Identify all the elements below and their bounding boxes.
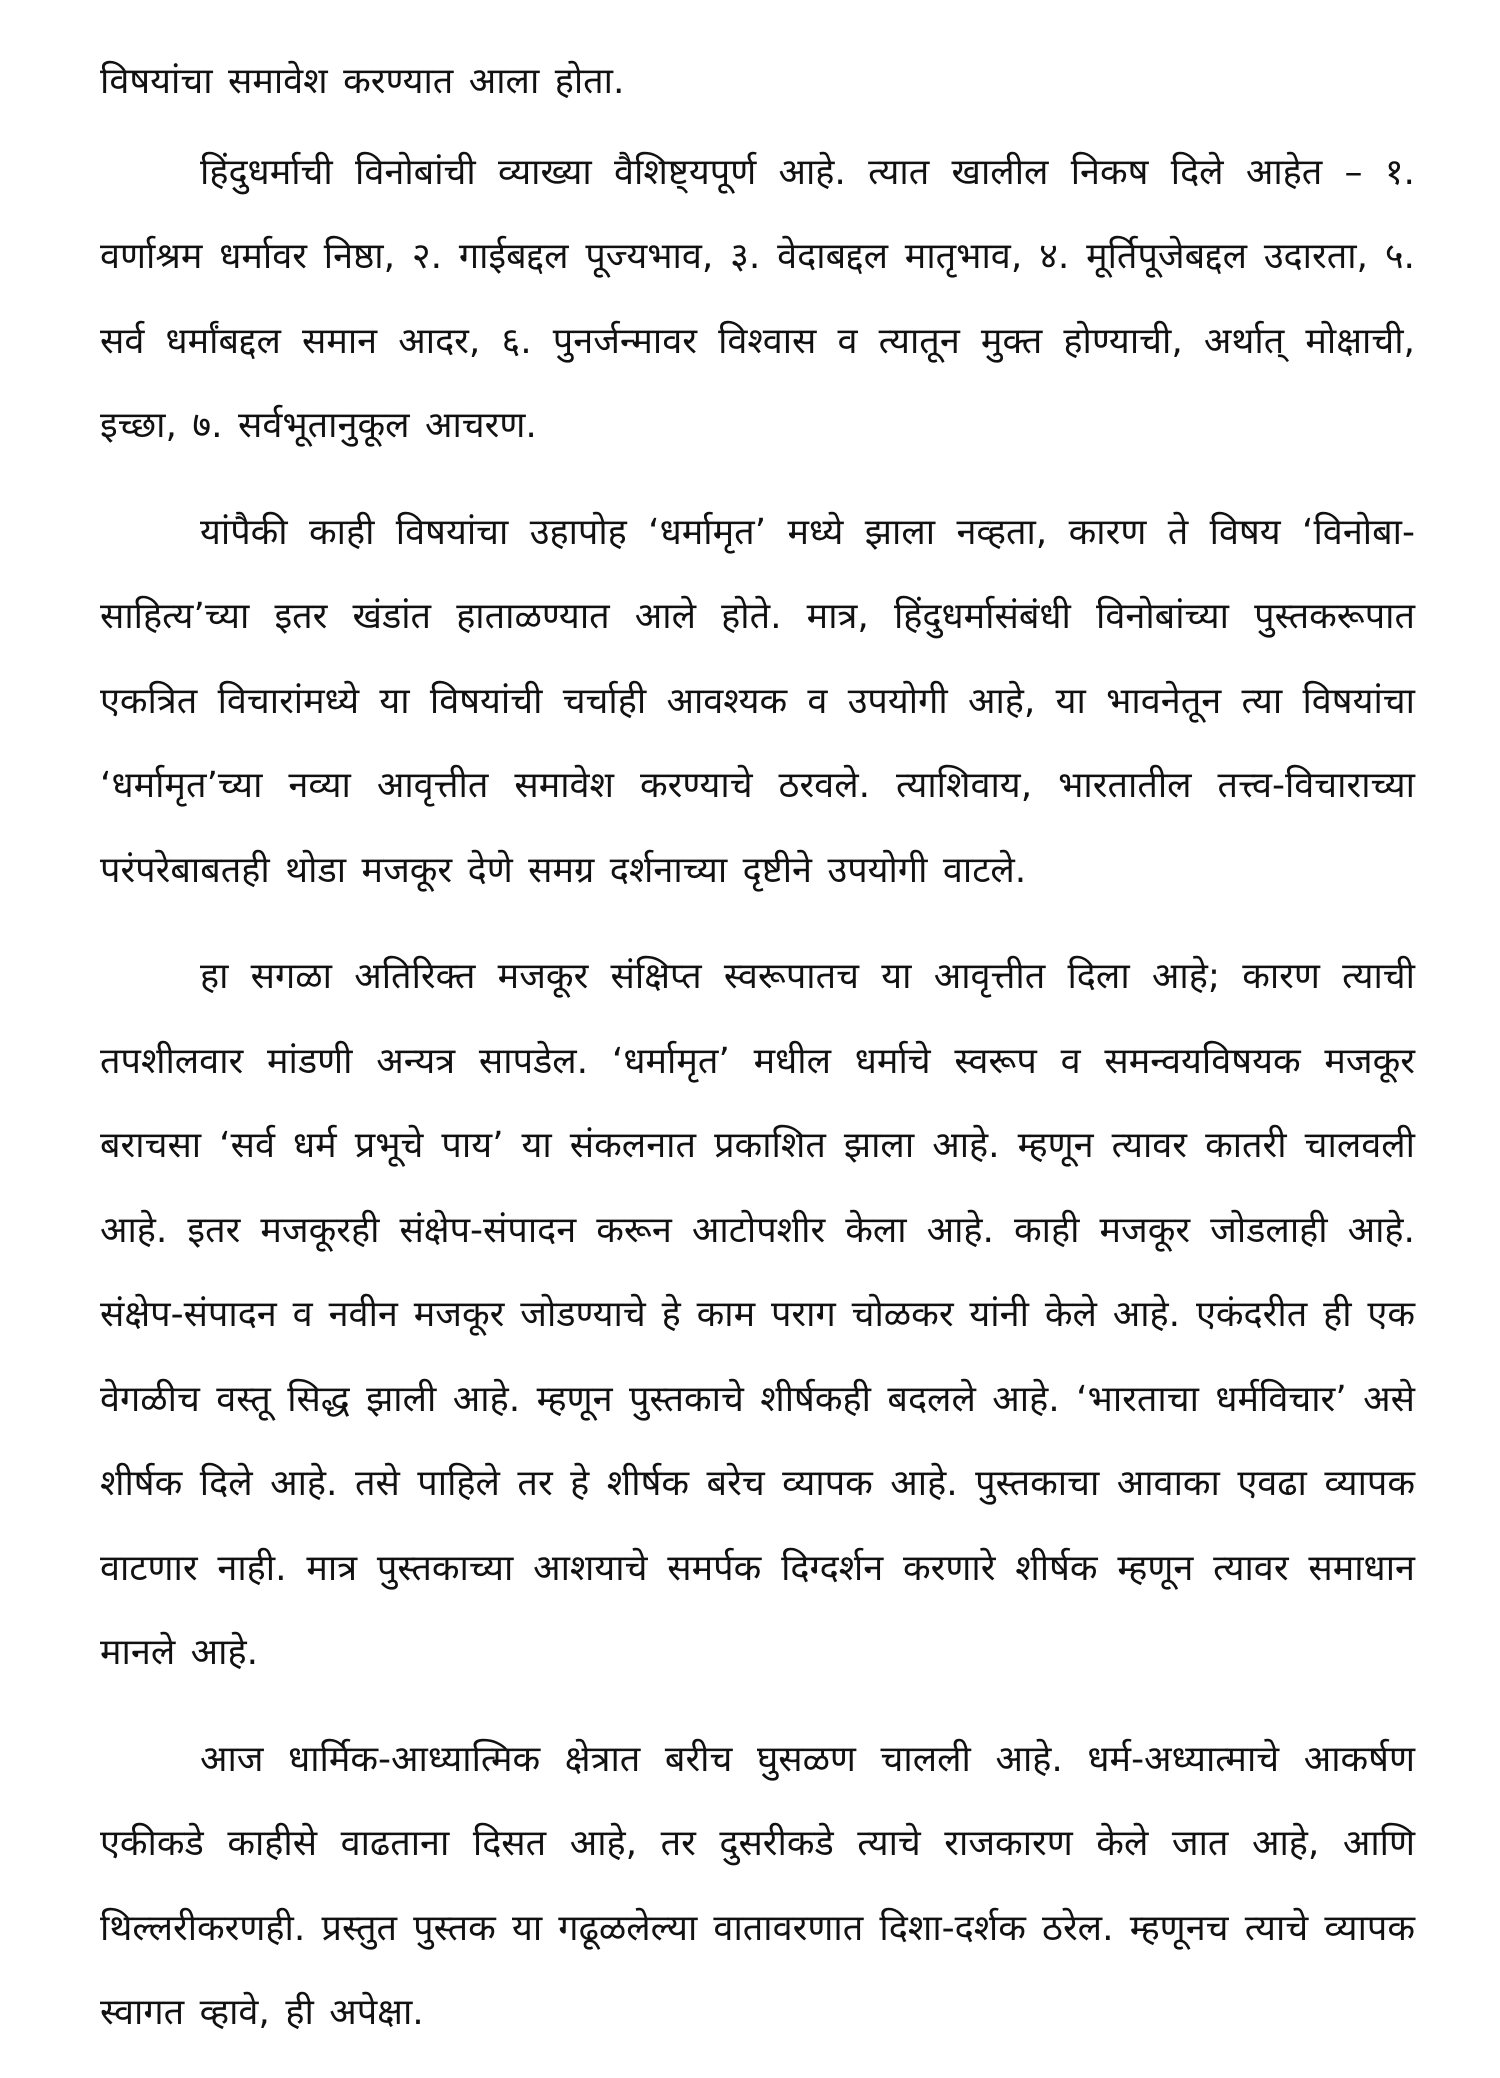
paragraph-topics: यांपैकी काही विषयांचा उहापोह ‘धर्मामृत’ मध्ये झाला नव्हता, कारण ते विषय ‘विनोबा-साहित्य’च्या इतर खंडांत हाताळण्यात आले होते. मात्र, हिंदुधर्मासंबंधी विनोबांच्या पुस्तकरूपात एकत्रित विचारांमध्ये या विषयांची चर्चाही आवश्यक व उपयोगी आहे, या भावनेतून त्या विषयांचा ‘धर्मामृत’च्या नव्या आवृत्तीत समावेश करण्याचे ठरवले. त्याशिवाय, भारतातील तत्त्व-विचाराच्या परंपरेबाबतही थोडा मजकूर देणे समग्र दर्शनाच्या दृष्टीने उपयोगी वाटले. [100, 511, 1415, 891]
paragraph-additional-content: हा सगळा अतिरिक्त मजकूर संक्षिप्त स्वरूपातच या आवृत्तीत दिला आहे; कारण त्याची तपशीलवार मांडणी अन्यत्र सापडेल. ‘धर्मामृत’ मधील धर्माचे स्वरूप व समन्वयविषयक मजकूर बराचसा ‘सर्व धर्म प्रभूचे पाय’ या संकलनात प्रकाशित झाला आहे. म्हणून त्यावर कातरी चालवली आहे. इतर मजकूरही संक्षेप-संपादन करून आटोपशीर केला आहे. काही मजकूर जोडलाही आहे. संक्षेप-संपादन व नवीन मजकूर जोडण्याचे हे काम पराग चोळकर यांनी केले आहे. एकंदरीत ही एक वेगळीच वस्तू सिद्ध झाली आहे. म्हणून पुस्तकाचे शीर्षकही बदलले आहे. ‘भारताचा धर्मविचार’ असे शीर्षक दिले आहे. तसे पाहिले तर हे शीर्षक बरेच व्यापक आहे. पुस्तकाचा आवाका एवढा व्यापक वाटणार नाही. मात्र पुस्तकाच्या आशयाचे समर्पक दिग्दर्शन करणारे शीर्षक म्हणून त्यावर समाधान मानले आहे. [100, 956, 1415, 1673]
body-text [100, 40, 1415, 2078]
paragraph-definition: हिंदुधर्माची विनोबांची व्याख्या वैशिष्ट्यपूर्ण आहे. त्यात खालील निकष दिले आहेत – १. वर्णाश्रम धर्मावर निष्ठा, २. गाईबद्दल पूज्यभाव, ३. वेदाबद्दल मातृभाव, ४. मूर्तिपूजेबद्दल उदारता, ५. सर्व धर्मांबद्दल समान आदर, ६. पुनर्जन्मावर विश्वास व त्यातून मुक्त होण्याची, अर्थात् मोक्षाची, इच्छा, ७. सर्वभूतानुकूल आचरण. [100, 151, 1415, 446]
paragraph-conclusion: आज धार्मिक-आध्यात्मिक क्षेत्रात बरीच घुसळण चालली आहे. धर्म-अध्यात्माचे आकर्षण एकीकडे काहीसे वाढताना दिसत आहे, तर दुसरीकडे त्याचे राजकारण केले जात आहे, आणि थिल्लरीकरणही. प्रस्तुत पुस्तक या गढूळलेल्या वातावरणात दिशा-दर्शक ठरेल. म्हणूनच त्याचे व्यापक स्वागत व्हावे, ही अपेक्षा. [100, 1738, 1415, 2033]
paragraph-continuation: विषयांचा समावेश करण्यात आला होता. [100, 61, 625, 102]
